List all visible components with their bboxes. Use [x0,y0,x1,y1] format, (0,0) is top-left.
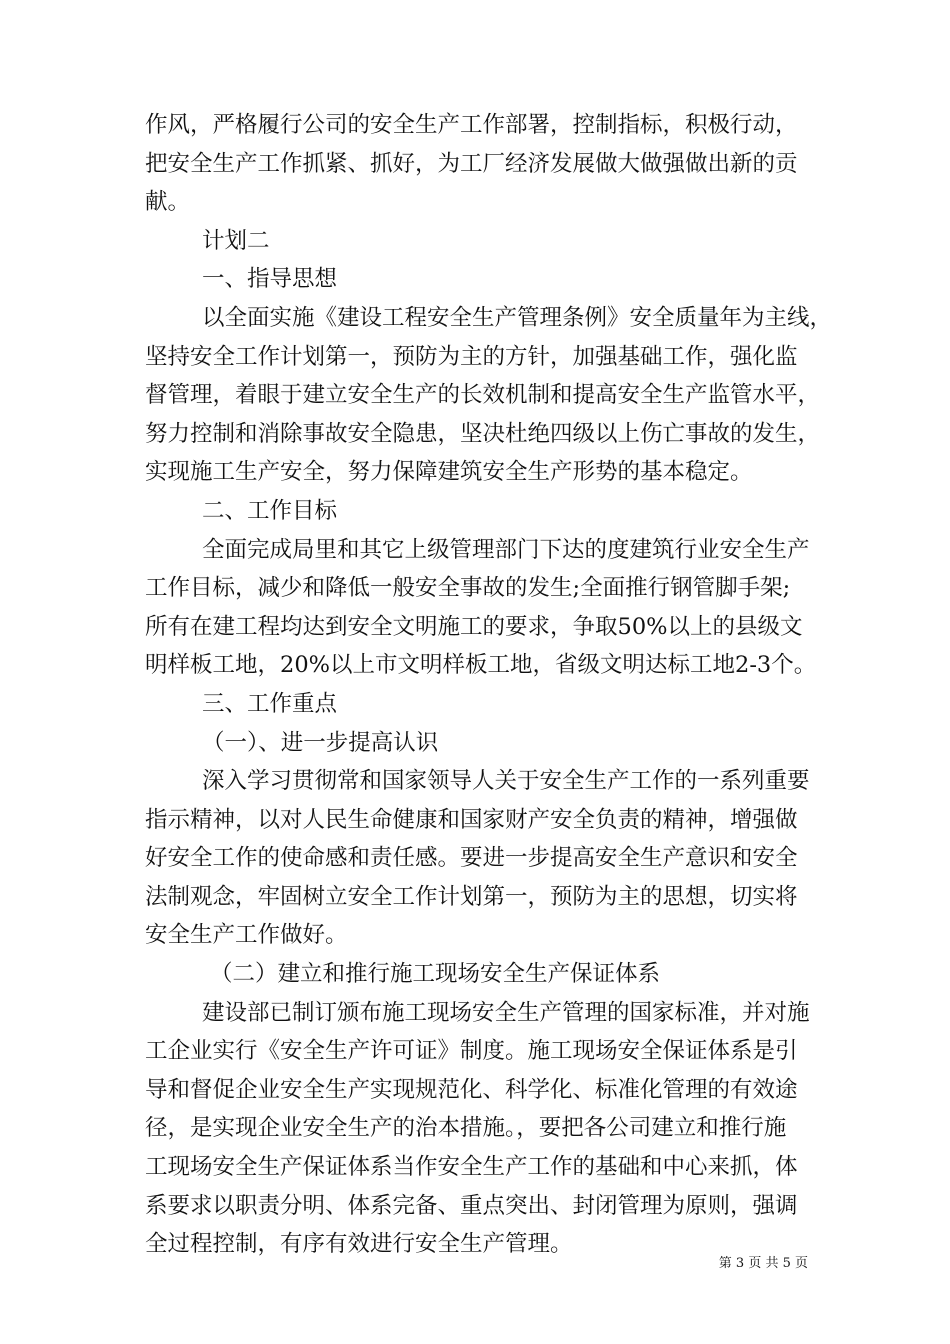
body-line: 指示精神，以对人民生命健康和国家财产安全负责的精神，增强做 [145,806,798,833]
body-line: 努力控制和消除事故安全隐患，坚决杜绝四级以上伤亡事故的发生， [145,420,821,447]
body-line: 督管理，着眼于建立安全生产的长效机制和提高安全生产监管水平， [145,382,821,409]
body-line: 工企业实行《安全生产许可证》制度。施工现场安全保证体系是引 [145,1038,798,1065]
body-line: 献。 [145,189,191,216]
body-line: 好安全工作的使命感和责任感。要进一步提高安全生产意识和安全 [145,845,798,872]
section-heading-work-goals: 二、工作目标 [202,497,338,524]
body-line: 全面完成局里和其它上级管理部门下达的度建筑行业安全生产 [202,536,810,563]
body-line: 明样板工地，20%以上市文明样板工地，省级文明达标工地2-3个。 [145,652,817,679]
body-line: 工作目标，减少和降低一般安全事故的发生;全面推行钢管脚手架; [145,575,791,602]
body-line: 安全生产工作做好。 [145,922,348,949]
body-line: 把安全生产工作抓紧、抓好，为工厂经济发展做大做强做出新的贡 [145,150,798,177]
body-line: 径，是实现企业安全生产的治本措施。，要把各公司建立和推行施 [145,1115,787,1142]
body-line: 以全面实施《建设工程安全生产管理条例》安全质量年为主线， [202,304,833,331]
section-heading-work-focus: 三、工作重点 [202,690,338,717]
section-heading-guiding-thought: 一、指导思想 [202,266,338,293]
body-line: 实现施工生产安全，努力保障建筑安全生产形势的基本稳定。 [145,459,753,486]
document-body [145,106,833,1264]
page-number: 第 3 页 共 5 页 [718,1256,808,1271]
plan-heading: 计划二 [202,227,270,254]
body-line: 全过程控制，有序有效进行安全生产管理。 [145,1231,573,1258]
body-line: 深入学习贯彻常和国家领导人关于安全生产工作的一系列重要 [202,768,810,795]
body-line: 所有在建工程均达到安全文明施工的要求，争取50%以上的县级文 [145,613,803,640]
subsection-heading-1: （一）、进一步提高认识 [202,729,439,756]
body-line: 坚持安全工作计划第一，预防为主的方针，加强基础工作，强化监 [145,343,798,370]
subsection-heading-2: （二）建立和推行施工现场安全生产保证体系 [210,961,661,988]
body-line: 法制观念，牢固树立安全工作计划第一，预防为主的思想，切实将 [145,883,798,910]
body-line: 建设部已制订颁布施工现场安全生产管理的国家标准，并对施 [202,999,810,1026]
body-line: 系要求以职责分明、体系完备、重点突出、封闭管理为原则，强调 [145,1192,798,1219]
body-line: 工现场安全生产保证体系当作安全生产工作的基础和中心来抓，体 [145,1154,798,1181]
body-line: 作风，严格履行公司的安全生产工作部署，控制指标，积极行动， [145,112,798,138]
body-line: 导和督促企业安全生产实现规范化、科学化、标准化管理的有效途 [145,1076,798,1103]
